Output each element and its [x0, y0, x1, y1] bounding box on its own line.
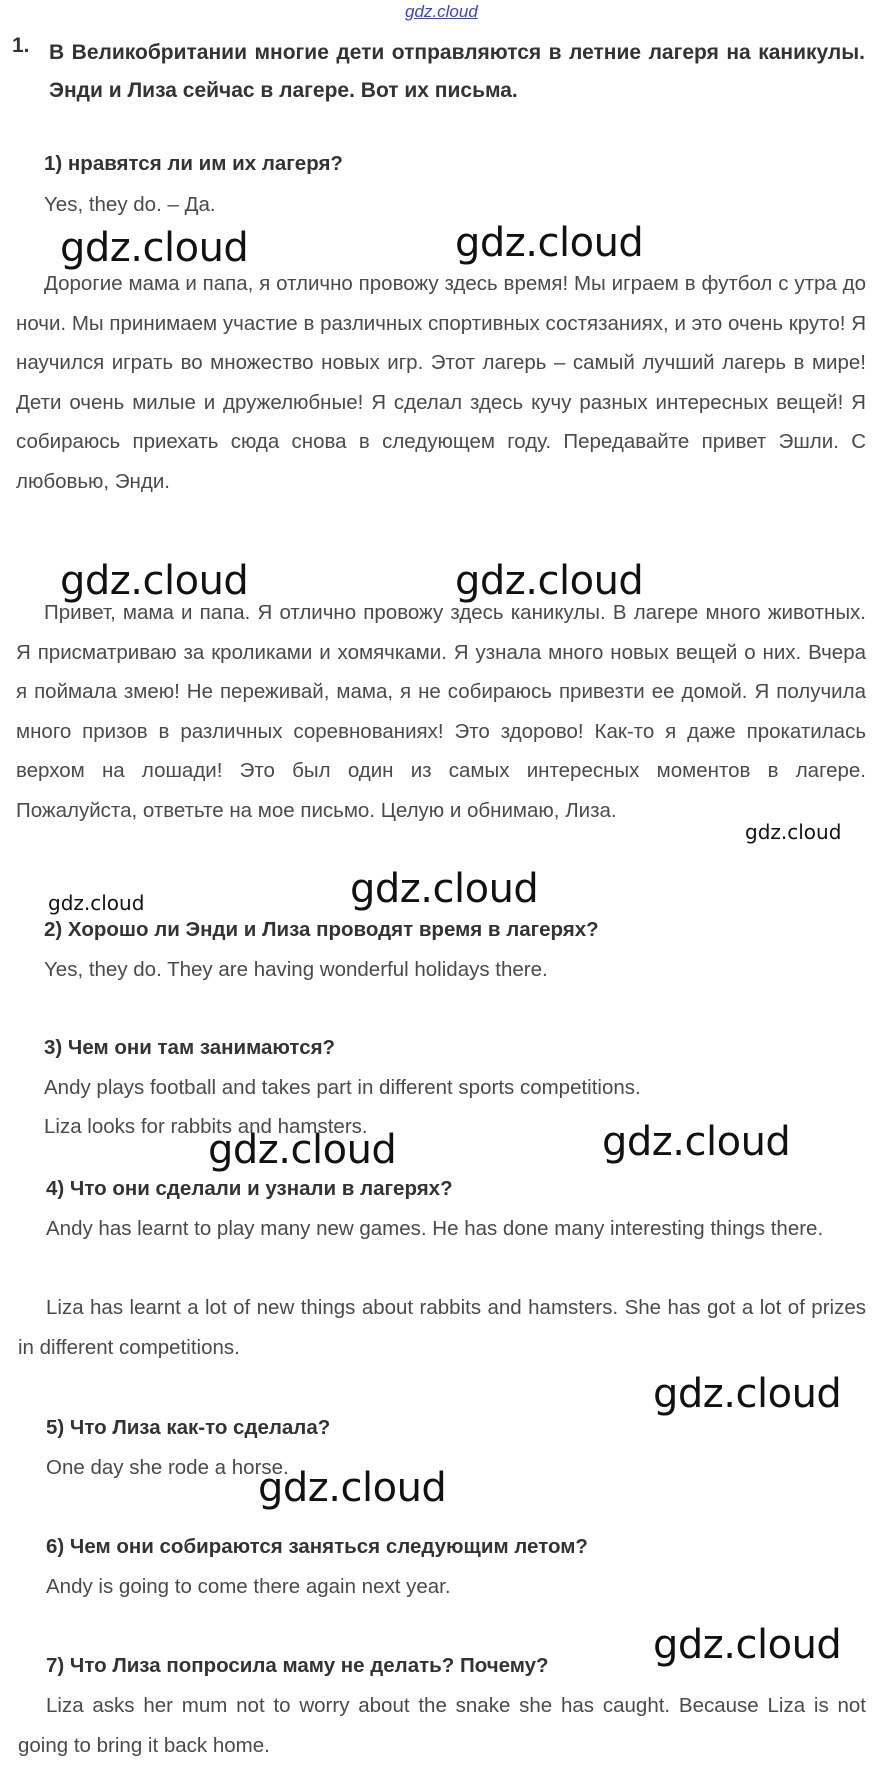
liza-letter: Привет, мама и папа. Я отлично провожу здесь каникулы. В лагере много животных. Я присматриваю за кроликами и хомячками. Я узнала много новых вещей о них. Вчера я поймала змею! Не переживай, мама, я не собираюсь привезти ее домой. Я получила много призов в различных соревнованиях! Это здорово! Как-то я даже прокатилась верхом на лошади! Это был один из самых интересных моментов в лагере. Пожалуйста, ответьте на мое письмо. Целую и обнимаю, Лиза.	[16, 601, 866, 822]
watermark: gdz.cloud	[745, 820, 842, 844]
question-6: 6) Чем они собираются заняться следующим летом?	[46, 1535, 588, 1558]
question-7: 7) Что Лиза попросила маму не делать? Почему?	[46, 1654, 549, 1677]
question-2: 2) Хорошо ли Энди и Лиза проводят время в лагерях?	[44, 918, 599, 941]
answer-4-liza: Liza has learnt a lot of new things about rabbits and hamsters. She has got a lot of prizes in different competitions.	[18, 1296, 866, 1359]
watermark: gdz.cloud	[258, 1465, 447, 1511]
watermark: gdz.cloud	[455, 220, 644, 266]
task-text: В Великобритании многие дети отправляются в летние лагеря на каникулы. Энди и Лиза сейчас в лагере. Вот их письма.	[49, 41, 865, 102]
watermark: gdz.cloud	[653, 1622, 842, 1668]
site-logo[interactable]: gdz.cloud	[405, 2, 478, 21]
answer-3-liza: Liza looks for rabbits and hamsters.	[44, 1115, 368, 1138]
watermark: gdz.cloud	[60, 225, 249, 271]
watermark: gdz.cloud	[602, 1119, 791, 1165]
answer-3-andy: Andy plays football and takes part in different sports competitions.	[44, 1076, 641, 1099]
answer-6: Andy is going to come there again next year.	[46, 1575, 451, 1598]
answer-4-andy: Andy has learnt to play many new games. He has done many interesting things there.	[46, 1217, 824, 1240]
andy-letter: Дорогие мама и папа, я отлично провожу здесь время! Мы играем в футбол с утра до ночи. Мы принимаем участие в различных спортивных состязаниях, и это очень круто! Я научился играть во множество новых игр. Этот лагерь – самый лучший лагерь в мире! Дети очень милые и дружелюбные! Я сделал здесь кучу разных интересных вещей! Я собираюсь приехать сюда снова в следующем году. Передавайте привет Эшли. С любовью, Энди.	[16, 272, 866, 493]
question-5: 5) Что Лиза как-то сделала?	[46, 1416, 331, 1439]
watermark: gdz.cloud	[48, 891, 145, 915]
answer-1: Yes, they do. – Да.	[44, 193, 216, 216]
watermark: gdz.cloud	[350, 866, 539, 912]
question-4: 4) Что они сделали и узнали в лагерях?	[46, 1177, 453, 1200]
watermark: gdz.cloud	[60, 558, 249, 604]
task-number: 1.	[12, 34, 30, 57]
question-1: 1) нравятся ли им их лагеря?	[44, 152, 343, 175]
watermark: gdz.cloud	[455, 558, 644, 604]
answer-7: Liza asks her mum not to worry about the snake she has caught. Because Liza is not going to bring it back home.	[18, 1694, 866, 1757]
question-3: 3) Чем они там занимаются?	[44, 1036, 336, 1059]
watermark: gdz.cloud	[208, 1127, 397, 1173]
watermark: gdz.cloud	[653, 1371, 842, 1417]
answer-5: One day she rode a horse.	[46, 1456, 289, 1479]
answer-2: Yes, they do. They are having wonderful holidays there.	[44, 958, 548, 981]
